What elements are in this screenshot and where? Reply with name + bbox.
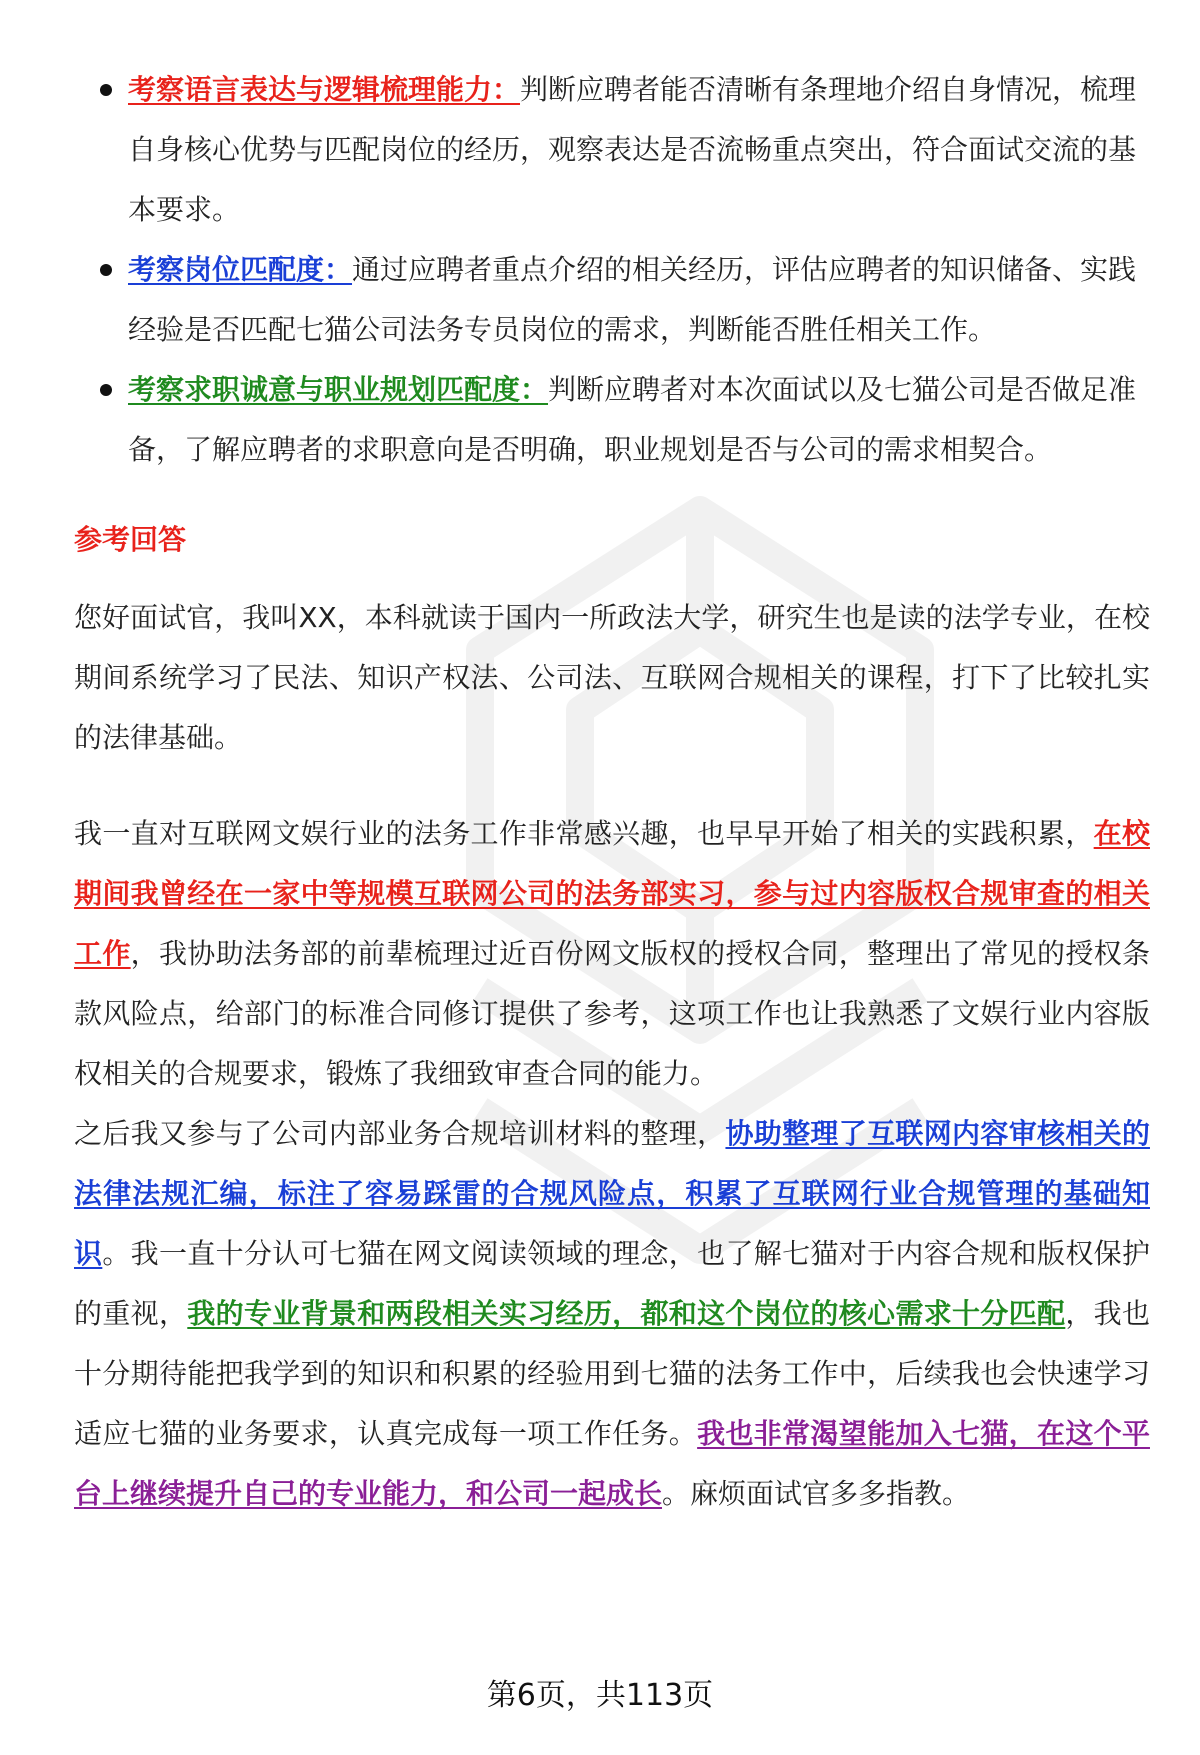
paragraph-text: 我一直对互联网文娱行业的法务工作非常感兴趣，也早早开始了相关的实践积累， bbox=[74, 817, 1094, 850]
answer-paragraph-3 bbox=[74, 1104, 1150, 1524]
bullet-dot-icon bbox=[100, 264, 112, 276]
bullet-label: 考察求职诚意与职业规划匹配度： bbox=[128, 373, 549, 406]
bullet-label: 考察语言表达与逻辑梳理能力： bbox=[128, 73, 521, 106]
highlight-text: 我也非常渴望能加入七猫，在这个平台上继续提升自己的专业能力，和公司一起成长 bbox=[74, 1417, 1150, 1510]
paragraph-text: 。麻烦面试官多多指教。 bbox=[662, 1477, 971, 1510]
list-item bbox=[74, 360, 1150, 480]
paragraph-text: ，我也十分期待能把我学到的知识和积累的经验用到七猫的法务工作中，后续我也会快速学习适应七猫的业务要求，认真完成每一项工作任务。 bbox=[74, 1297, 1150, 1450]
answer-paragraph-2 bbox=[74, 804, 1150, 1104]
answer-paragraph-1: 您好面试官，我叫XX，本科就读于国内一所政法大学，研究生也是读的法学专业，在校期间系统学习了民法、知识产权法、公司法、互联网合规相关的课程，打下了比较扎实的法律基础。 bbox=[74, 601, 1150, 754]
highlight-text: 我的专业背景和两段相关实习经历，都和这个岗位的核心需求十分匹配 bbox=[187, 1297, 1066, 1330]
bullet-text: 判断应聘者能否清晰有条理地介绍自身情况，梳理自身核心优势与匹配岗位的经历，观察表达是否流畅重点突出，符合面试交流的基本要求。 bbox=[128, 73, 1137, 226]
paragraph-text: ，我协助法务部的前辈梳理过近百份网文版权的授权合同，整理出了常见的授权条款风险点，给部门的标准合同修订提供了参考，这项工作也让我熟悉了文娱行业内容版权相关的合规要求，锻炼了我细致审查合同的能力。 bbox=[74, 937, 1150, 1090]
paragraph-text: 。我一直十分认可七猫在网文阅读领域的理念，也了解七猫对于内容合规和版权保护的重视， bbox=[74, 1237, 1150, 1330]
paragraph-text: 之后我又参与了公司内部业务合规培训材料的整理， bbox=[74, 1117, 726, 1150]
bullet-text: 通过应聘者重点介绍的相关经历，评估应聘者的知识储备、实践经验是否匹配七猫公司法务专员岗位的需求，判断能否胜任相关工作。 bbox=[128, 253, 1137, 346]
page-number: 第6页，共113页 bbox=[486, 1678, 714, 1713]
bullet-text: 判断应聘者对本次面试以及七猫公司是否做足准备，了解应聘者的求职意向是否明确，职业规划是否与公司的需求相契合。 bbox=[128, 373, 1137, 466]
bullet-label: 考察岗位匹配度： bbox=[128, 253, 353, 286]
document-body bbox=[74, 60, 1150, 1524]
bullet-dot-icon bbox=[100, 384, 112, 396]
bullet-dot-icon bbox=[100, 84, 112, 96]
section-title: 参考回答 bbox=[74, 523, 187, 556]
list-item bbox=[74, 240, 1150, 360]
list-item bbox=[74, 60, 1150, 240]
highlight-text: 在校期间我曾经在一家中等规模互联网公司的法务部实习，参与过内容版权合规审查的相关工作 bbox=[74, 817, 1150, 970]
evaluation-points-list bbox=[74, 60, 1150, 480]
highlight-text: 协助整理了互联网内容审核相关的法律法规汇编，标注了容易踩雷的合规风险点，积累了互联网行业合规管理的基础知识 bbox=[74, 1117, 1150, 1270]
